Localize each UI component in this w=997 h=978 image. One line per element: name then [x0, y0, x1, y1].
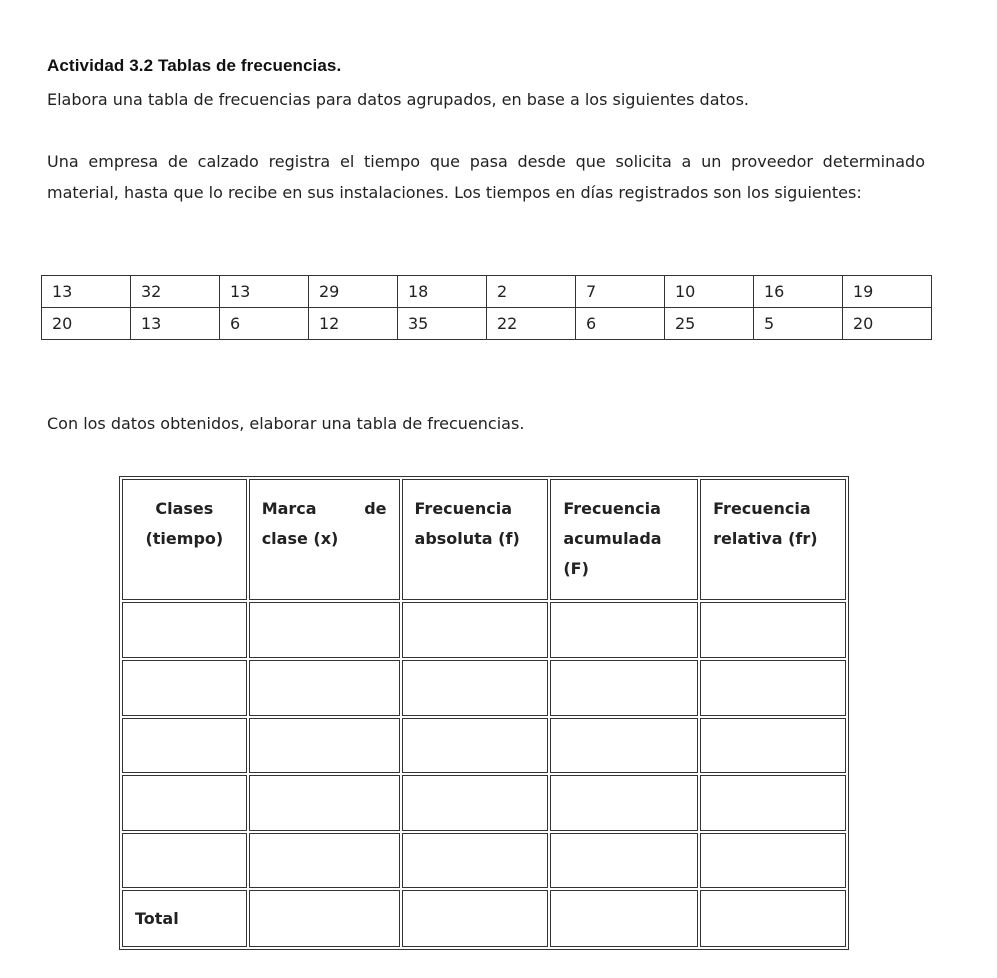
blank-cell[interactable] [700, 660, 846, 716]
data-cell: 12 [309, 308, 398, 340]
header-marca-clase: Marca de clase (x) [249, 479, 400, 600]
table-row [122, 718, 846, 774]
data-cell: 7 [576, 276, 665, 308]
blank-cell[interactable] [550, 718, 698, 774]
header-frecuencia-absoluta: Frecuencia absoluta (f) [402, 479, 549, 600]
data-cell: 6 [220, 308, 309, 340]
blank-cell[interactable] [122, 660, 247, 716]
blank-cell[interactable] [122, 602, 247, 658]
blank-cell[interactable] [249, 775, 400, 831]
blank-cell[interactable] [122, 718, 247, 774]
data-cell: 13 [42, 276, 131, 308]
instruction-text: Elabora una tabla de frecuencias para datos agrupados, en base a los siguientes datos. [47, 90, 749, 109]
data-cell: 22 [487, 308, 576, 340]
blank-cell[interactable] [550, 660, 698, 716]
header-frecuencia-relativa: Frecuencia relativa (fr) [700, 479, 846, 600]
blank-cell[interactable] [700, 602, 846, 658]
data-cell: 6 [576, 308, 665, 340]
blank-cell[interactable] [402, 890, 549, 947]
blank-cell[interactable] [402, 718, 549, 774]
blank-cell[interactable] [402, 602, 549, 658]
blank-cell[interactable] [249, 833, 400, 889]
total-row [122, 890, 846, 947]
blank-cell[interactable] [122, 775, 247, 831]
data-cell: 13 [220, 276, 309, 308]
blank-cell[interactable] [700, 833, 846, 889]
table-row [122, 660, 846, 716]
data-cell: 19 [843, 276, 932, 308]
blank-cell[interactable] [700, 890, 846, 947]
blank-cell[interactable] [402, 833, 549, 889]
data-table [41, 275, 932, 340]
data-row [42, 276, 932, 308]
blank-cell[interactable] [249, 718, 400, 774]
activity-title: Actividad 3.2 Tablas de frecuencias. [47, 56, 342, 75]
total-label: Total [122, 890, 247, 947]
followup-text: Con los datos obtenidos, elaborar una tabla de frecuencias. [47, 414, 525, 433]
blank-cell[interactable] [249, 602, 400, 658]
blank-cell[interactable] [402, 775, 549, 831]
header-clases: Clases (tiempo) [122, 479, 247, 600]
data-cell: 20 [42, 308, 131, 340]
data-cell: 20 [843, 308, 932, 340]
blank-cell[interactable] [550, 775, 698, 831]
header-frecuencia-acumulada: Frecuencia acumulada (F) [550, 479, 698, 600]
data-cell: 35 [398, 308, 487, 340]
data-row [42, 308, 932, 340]
data-cell: 25 [665, 308, 754, 340]
data-cell: 29 [309, 276, 398, 308]
blank-cell[interactable] [249, 890, 400, 947]
data-cell: 13 [131, 308, 220, 340]
data-cell: 5 [754, 308, 843, 340]
data-cell: 2 [487, 276, 576, 308]
blank-cell[interactable] [700, 775, 846, 831]
blank-cell[interactable] [550, 833, 698, 889]
table-row [122, 775, 846, 831]
frequency-table [119, 476, 849, 950]
blank-cell[interactable] [249, 660, 400, 716]
table-row [122, 833, 846, 889]
blank-cell[interactable] [550, 890, 698, 947]
problem-text: Una empresa de calzado registra el tiempo que pasa desde que solicita a un proveedor determinado material, hasta que lo recibe en sus instalaciones. Los tiempos en días registrados son los siguientes: [47, 152, 925, 202]
blank-cell[interactable] [122, 833, 247, 889]
frequency-header-row [122, 479, 846, 600]
blank-cell[interactable] [550, 602, 698, 658]
data-cell: 10 [665, 276, 754, 308]
table-row [122, 602, 846, 658]
data-cell: 16 [754, 276, 843, 308]
blank-cell[interactable] [402, 660, 549, 716]
data-cell: 32 [131, 276, 220, 308]
data-cell: 18 [398, 276, 487, 308]
blank-cell[interactable] [700, 718, 846, 774]
